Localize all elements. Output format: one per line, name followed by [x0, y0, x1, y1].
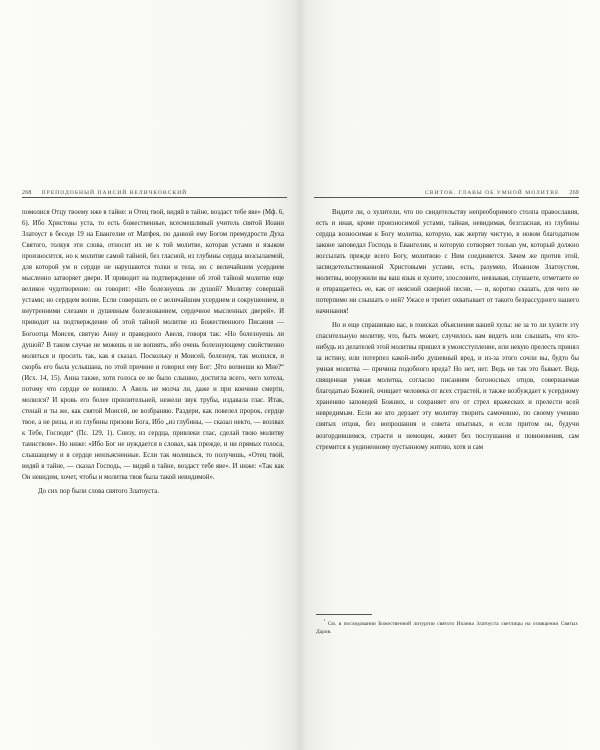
footnote-marker: ¹: [324, 618, 326, 624]
running-head-right: [314, 186, 579, 198]
right-page: [302, 0, 600, 750]
body-text-left: [22, 207, 284, 499]
paragraph: помолися Отцу твоему иже в тайне: и Отец твой, видяй в тайне, воздаст тебе яве» (Мф. 6, 6). Ибо Христовы уста, то есть божественные, всесмешливый учитель святой Иоанн Златоуст в беседе 19 на Евангелие от Матфея, по данной ему Богом премудрости Духа Святого, толкуя эти слова, относит их не к той молитве, которая устами и языком произносится, но к молитве самой тайной, без гласной, из глубины сердца возсылаемой, для которой ум и сердце не нарушаются толки и тела, но с величайшим усердием мысленно затворяет двери. И приводит на подтверждение об этой тайной молитве еще великое чудотворение: он говорит: «Не болезнуешь ли душой? Молитву совершай устами; но сердцем вопии. Если совершать ее с величайшим усердием и сокрушением, и внутренними слезами и душевным болезнованием, сердечное мысленных дверей». И приводит на подтверждение об этой тайной молитве из Божественного Писания — Богоотца Моисея, святую Анну и праведного Авеля, говоря так: «Но болезнуешь ли душой? В таком случае не можешь и не вопиять, ибо очень болезнующему свойственно молиться и просить так, как я сказал. Поскольку и Моисей, болезнуя, так молился, и скорбь его была услышана, по этой причине и говорил ему Бог: „Что вопиеши ко Мне?“ (Исх. 14, 15). Анна также, хотя голоса ее не было слышно, достигла всего, чего хотела, потому что сердце ее вопияло. А Авель не молча ли, даже и при кончине смерти, молился? И кровь его более пронзительней, нежели звук трубы, издавала глас. Итак, стенай и ты же, как святой Моисей, не возбраняю. Раздери, как повелел пророк, сердце твое, а не ризы, и из глубины призови Бога, Ибо „из глубины, — сказал некто, — воззвах к Тебе, Господи“ (Пс. 129, 1). Снизу, из сердца, привлеки глас, сделай твою молитву таинством». Но ниже: «Ибо Бог не нуждается в словах, как прежде, и ни прямых голоса, слышащему и в сердце неизъясненные. Если так молишься, то получишь, «Отец твой, видяй в тайне, — сказал Господь, — видяй в тайне, воздаст тебе яве». И ниже: «Так как Он невидим, хочет, чтобы и молитва твоя была такой невидимой».: [22, 209, 284, 482]
running-head-left: [22, 186, 287, 198]
page-number-left: 268: [22, 190, 32, 196]
paragraph: Но и еще спрашиваю вас, в поисках объяснения вашей хулы: не за то ли хулите эту спасительную молитву, что, быть может, случилось вам видеть или слышать, что кто-нибудь из делателей этой молитвы пришел в умоисступление, или некую прелесть принял за истину, или потерпел какой-либо душевный вред, и из-за этого сочли вы, будто бы умная молитва — причина подобного вреда? Но нет, нет. Ведь не так это бывает. Ведь священная умная молитва, согласно писаниям богоносных отцов, совершаемая благодатью Божией, очищает человека от всех страстей, и также возбуждает к усердному хранению заповедей Божиих, и сохраняет его от стрел вражеских и прелести всей невредимым. Если же кто дерзает эту молитву творить самочинно, по своему учению святых отцов, без вопрошания и совета опытных, и если притом он, будучи возгордившимся, страсти и немощен, живет без послушания и повиновения, сам стремится к уединенному пустынному житию, хотя и сам: [316, 322, 579, 451]
footnote: [316, 620, 578, 637]
body-text-right: [316, 207, 579, 455]
running-title-left: ПРЕПОДОБНЫЙ ПАИСИЙ ВЕЛИЧКОВСКИЙ: [41, 190, 188, 196]
footnote-rule: [316, 614, 372, 615]
paragraph: До сих пор были слова святого Златоуста.: [38, 487, 160, 495]
paragraph: Видите ли, о хулители, что по свидетельству непреоборимого столпа православия, есть и иная, кроме произносимой устами, тайная, невидимая, безгласная, из глубины сердца возносимая к Богу молитва, которую, как жертву чистую, в новом благодатном законе заповедал Господь в Евангелии, и которую сотворяет только ум, который должно воссылать прежде всего Богу, молитвою с Ним соединяется. Зачем же против этой, засвидетельствованной Христовыми устами, есть, разумею, Иоанном Златоустом, молитвы, вооружили вы ваш язык и хулите, злословите, невзывая, слушаете, отметаете ее и отвращаетесь ее, как от неясной скверной песни, — и, коротко сказать, для чего не потерпимо ни слышать о ней? Ужасе и трепет охватывает от такого безрассудного нашего начинания!: [316, 209, 579, 316]
running-title-right: СВИТОК. ГЛАВЫ ОБ УМНОЙ МОЛИТВЕ: [425, 190, 560, 196]
left-page: [0, 0, 298, 750]
footnote-text: См. в последовании Божественной литургии святого Иоанна Златоуста светлицы на освящении Святых Даров.: [316, 621, 578, 636]
page-number-right: 269: [569, 190, 579, 196]
